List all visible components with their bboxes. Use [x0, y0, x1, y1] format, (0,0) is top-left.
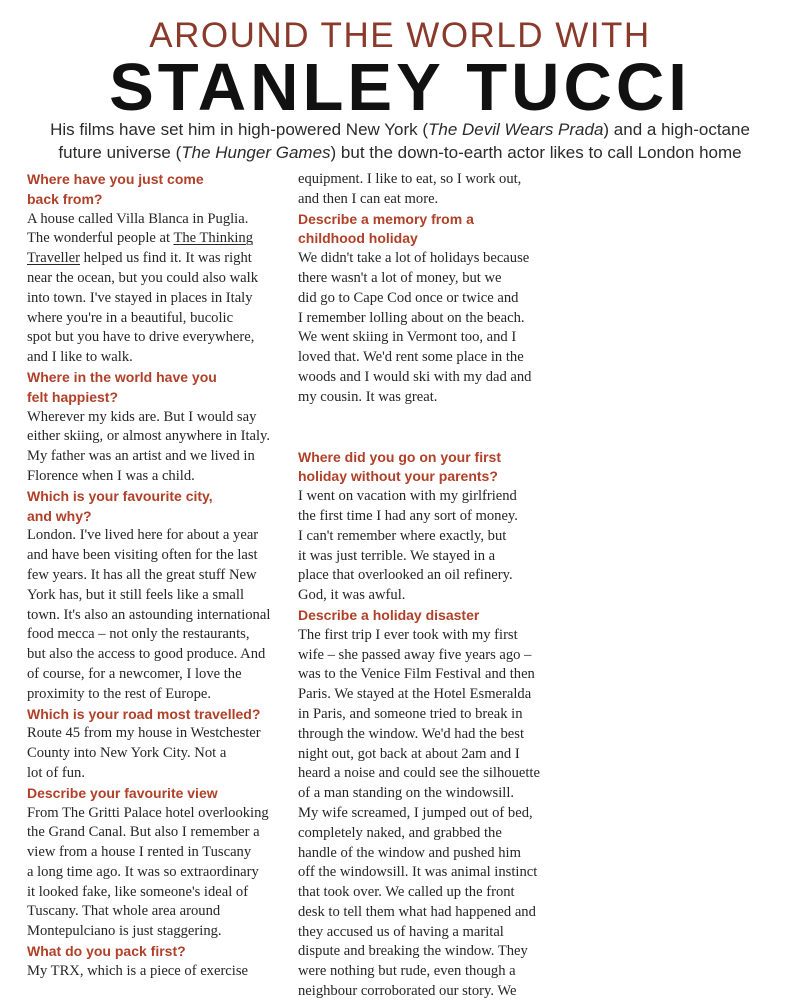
answer-text: London. I've lived here for about a year and have been visiting often for the last few years. It has all the great stuff New York has, but it still feels like a small town. It's also an astounding international food mecca – not only the restaurants, but also the access to good produce. And of course, for a newcomer, I love the proximity to the rest of Europe. — [27, 527, 271, 702]
film-title: The Devil Wears Prada — [428, 120, 604, 139]
answer-text: My TRX, which is a piece of exercise — [27, 962, 249, 979]
answer-text: From The Gritti Palace hotel overlooking the Grand Canal. But also I remember a view from a house I rented in Tuscany a long time ago. It was so extraordinary it looked fake, like someone's ideal of Tuscany. That whole area around Montepulciano is just staggering. — [27, 804, 269, 940]
question-heading: Describe your favourite view — [27, 784, 218, 801]
answer-text: Route 45 from my house in Westchester County into New York City. Not a lot of fun. — [27, 725, 261, 781]
question-heading: Where did you go on your first holiday without your parents? — [298, 448, 501, 485]
right-column — [298, 170, 553, 1002]
column-gap — [298, 408, 553, 448]
thinking-traveller-link[interactable]: Traveller — [27, 250, 80, 267]
header-kicker: AROUND THE WORLD WITH — [149, 16, 651, 55]
answer-text: A house called Villa Blanca in Puglia. The wonderful people at The Thinking Traveller helped us find it. It was right near the ocean, but you could also walk into town. I've stayed in places in Italy where you're in a beautiful, bucolic spot but you have to drive everywhere, and I like to walk. — [27, 210, 258, 366]
question-heading: What do you pack first? — [27, 943, 186, 960]
question-heading: Which is your favourite city, and why? — [27, 487, 213, 524]
answer-text: The first trip I ever took with my first wife – she passed away five years ago – was to the Venice Film Festival and then Paris. We stayed at the Hotel Esmeralda in Paris, and someone tried to break in through the window. We'd had the best night out, got back at about 2am and I heard a noise and could see the silhouette of a man standing on the windowsill. My wife screamed, I jumped out of bed, completely naked, and grabbed the handle of the window and pushed him off the windowsill. It was animal instinct that took over. We called up the front desk to tell them what had happened and they accused us of having a marital dispute and breaking the window. They were nothing but rude, even though a neighbour corroborated our story. We — [298, 626, 540, 1000]
question-heading: Describe a holiday disaster — [298, 606, 480, 623]
standfirst — [0, 118, 800, 164]
standfirst-line-1: His films have set him in high-powered New York (The Devil Wears Prada) and a high-octane — [50, 120, 750, 139]
header-name: STANLEY TUCCI — [109, 50, 691, 125]
answer-text: We didn't take a lot of holidays because there wasn't a lot of money, but we did go to Cape Cod once or twice and I remember lolling about on the beach. We went skiing in Vermont too, and I loved that. We'd rent some place in the woods and I would ski with my dad and my cousin. It was great. — [298, 250, 532, 405]
thinking-traveller-link[interactable]: The Thinking — [173, 230, 254, 247]
film-title: The Hunger Games — [181, 143, 331, 162]
question-heading: Describe a memory from a childhood holiday — [298, 210, 474, 247]
answer-text: I went on vacation with my girlfriend the first time I had any sort of money. I can't remember where exactly, but it was just terrible. We stayed in a place that overlooked an oil refinery. God, it was awful. — [298, 488, 518, 604]
left-column — [27, 170, 289, 982]
question-heading: Where in the world have you felt happiest? — [27, 368, 217, 405]
standfirst-line-2: future universe (The Hunger Games) but the down-to-earth actor likes to call London home — [58, 143, 742, 162]
answer-text: equipment. I like to eat, so I work out, and then I can eat more. — [298, 171, 522, 207]
answer-text: Wherever my kids are. But I would say either skiing, or almost anywhere in Italy. My father was an artist and we lived in Florence when I was a child. — [27, 408, 271, 484]
question-heading: Where have you just come back from? — [27, 171, 204, 207]
question-heading: Which is your road most travelled? — [27, 705, 261, 722]
